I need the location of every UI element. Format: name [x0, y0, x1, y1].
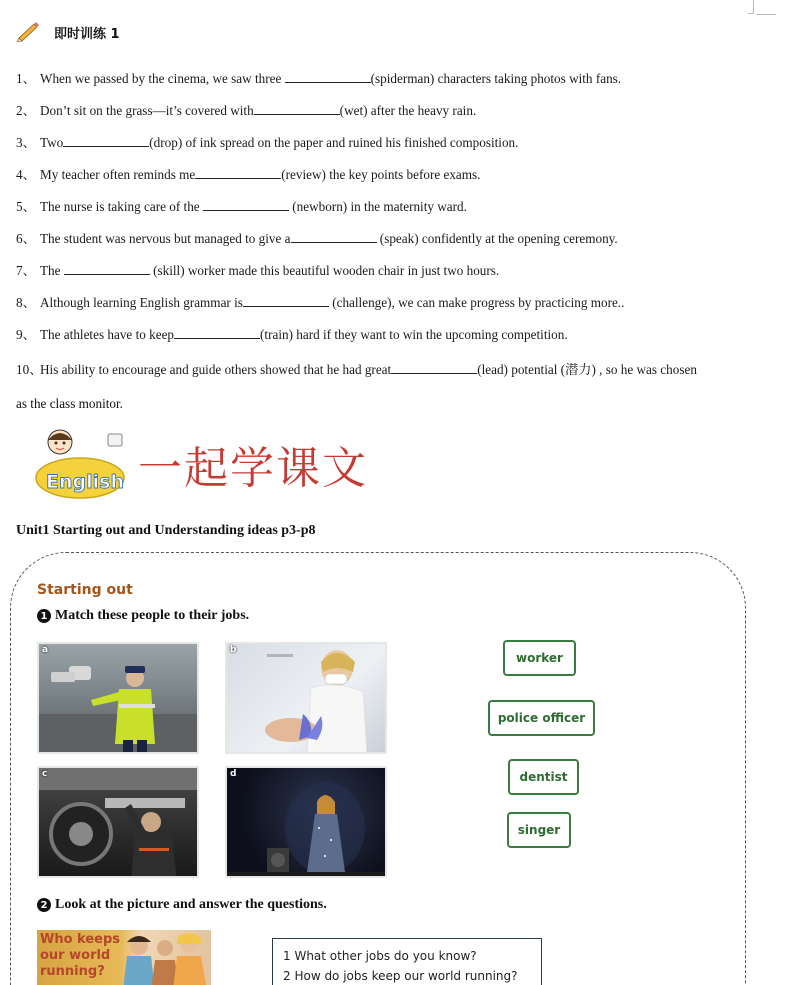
exercise-item [16, 260, 499, 279]
english-mascot-icon [34, 426, 130, 502]
exercise-text-after-blank: (speak) confidently at the opening ceremony. [376, 231, 618, 246]
banner [34, 424, 394, 504]
answer-blank[interactable] [195, 167, 281, 179]
task-2 [37, 897, 327, 913]
pencil-icon [16, 22, 40, 42]
photo-letter: d [230, 769, 237, 779]
answer-blank[interactable] [291, 231, 377, 243]
banner-title: 一起学课文 [138, 443, 368, 494]
exercise-text-after-blank: (lead) potential (潜力) , so he was chosen [477, 362, 697, 377]
traffic-police-icon [39, 644, 199, 754]
exercise-number: 8、 [16, 295, 36, 310]
exercise-text-before-blank: Two [40, 135, 64, 150]
exercise-text-after-blank: (drop) of ink spread on the paper and ruined his finished composition. [149, 135, 519, 150]
task-1-text: Match these people to their jobs. [55, 608, 250, 623]
exercise-text-after-blank: (train) hard if they want to win the upcoming competition. [260, 327, 568, 342]
answer-blank[interactable] [391, 362, 477, 374]
exercise-text-after-blank: (spiderman) characters taking photos with fans. [370, 71, 622, 86]
dentist-icon [227, 644, 387, 754]
english-logo-text: English [46, 471, 124, 493]
photo-letter: b [230, 645, 237, 655]
answer-blank[interactable] [243, 295, 329, 307]
exercise-text-before-blank: The athletes have to keep [40, 327, 175, 342]
answer-blank[interactable] [64, 263, 150, 275]
photo-d [225, 766, 387, 878]
exercise-text-before-blank: Although learning English grammar is [40, 295, 243, 310]
exercise-text-before-blank: The student was nervous but managed to give a [40, 231, 291, 246]
photo-grid [37, 642, 389, 880]
exercise-text-after-blank: (skill) worker made this beautiful wooden chair in just two hours. [149, 263, 500, 278]
task-1-number: 1 [37, 609, 51, 623]
photo-b [225, 642, 387, 754]
exercise-text-after-blank: (newborn) in the maternity ward. [288, 199, 467, 214]
exercise-item [16, 228, 618, 247]
question-box [272, 938, 542, 985]
job-label-dentist[interactable]: dentist [508, 759, 579, 795]
exercise-item [16, 359, 697, 378]
photo-letter: a [42, 645, 49, 655]
exercise-item [16, 196, 467, 215]
answer-blank[interactable] [174, 327, 260, 339]
exercise-number: 4、 [16, 167, 36, 182]
heading-title: 即时训练 1 [54, 26, 120, 42]
exercise-number: 3、 [16, 135, 36, 150]
workers-group-icon [37, 930, 211, 985]
section-label: Starting out [37, 582, 133, 598]
singer-icon [227, 768, 387, 878]
unit-title: Unit1 Starting out and Understanding ideas p3-p8 [16, 523, 316, 538]
question-item: 2 How do jobs keep our world running? [283, 969, 518, 983]
exercise-item [16, 132, 518, 151]
exercise-number: 1、 [16, 71, 36, 86]
exercise-item [16, 68, 621, 87]
exercise-text-before-blank: When we passed by the cinema, we saw three [40, 71, 285, 86]
heading [16, 22, 120, 42]
exercise-item [16, 324, 568, 343]
mechanic-icon [39, 768, 199, 878]
exercise-number: 5、 [16, 199, 36, 214]
job-label-singer[interactable]: singer [507, 812, 571, 848]
exercise-text-before-blank: The [40, 263, 64, 278]
exercise-number: 2、 [16, 103, 36, 118]
page-corner-mark [748, 0, 754, 14]
who-keeps-world-running-poster [37, 930, 211, 985]
page-corner-mark [756, 14, 776, 15]
answer-blank[interactable] [63, 135, 149, 147]
answer-blank[interactable] [203, 199, 289, 211]
answer-blank[interactable] [254, 103, 340, 115]
poster-text: Who keeps our world running? [40, 932, 121, 979]
photo-letter: c [42, 769, 48, 779]
task-2-text: Look at the picture and answer the questions. [55, 897, 327, 912]
task-2-number: 2 [37, 898, 51, 912]
exercise-number: 6、 [16, 231, 36, 246]
exercise-text-before-blank: The nurse is taking care of the [40, 199, 203, 214]
answer-blank[interactable] [285, 71, 371, 83]
exercise-number: 10、 [16, 362, 43, 377]
exercise-text-after-blank: (wet) after the heavy rain. [339, 103, 477, 118]
exercise-text-before-blank: His ability to encourage and guide others showed that he had great [40, 362, 392, 377]
job-label-worker[interactable]: worker [503, 640, 576, 676]
exercise-number: 7、 [16, 263, 36, 278]
exercise-text-before-blank: Don’t sit on the grass—it’s covered with [40, 103, 254, 118]
job-label-police-officer[interactable]: police officer [488, 700, 595, 736]
exercise-text-before-blank: My teacher often reminds me [40, 167, 196, 182]
exercise-continuation: as the class monitor. [16, 396, 123, 411]
photo-a [37, 642, 199, 754]
question-item: 1 What other jobs do you know? [283, 949, 477, 963]
exercise-item [16, 100, 476, 119]
exercise-text-after-blank: (challenge), we can make progress by practicing more.. [328, 295, 625, 310]
photo-c [37, 766, 199, 878]
exercise-item [16, 292, 624, 311]
exercise-number: 9、 [16, 327, 36, 342]
exercise-item [16, 164, 480, 183]
exercise-text-after-blank: (review) the key points before exams. [281, 167, 481, 182]
task-1 [37, 608, 249, 624]
